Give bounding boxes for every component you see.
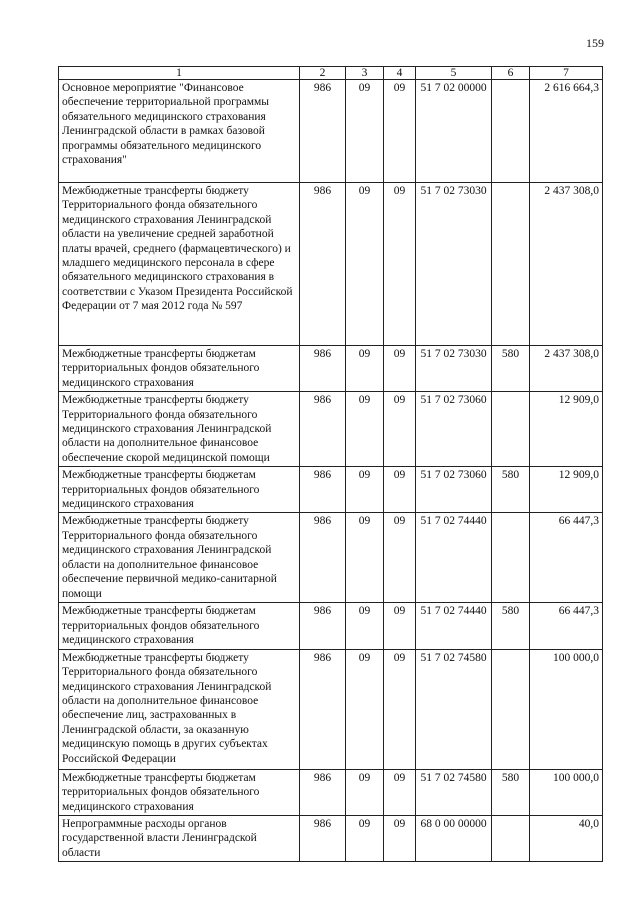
table-row [59, 649, 603, 769]
column-header-1: 1 [59, 67, 300, 80]
row-amount: 40,0 [530, 815, 603, 861]
row-ministry-code: 986 [300, 80, 346, 183]
table-row [59, 467, 603, 513]
row-ministry-code: 986 [300, 649, 346, 769]
row-target-article: 51 7 02 73030 [416, 346, 492, 392]
row-target-article: 51 7 02 73060 [416, 467, 492, 513]
table-row [59, 769, 603, 815]
row-subsection: 09 [384, 80, 416, 183]
column-number-header-row [59, 67, 603, 80]
row-ministry-code: 986 [300, 769, 346, 815]
table-row [59, 815, 603, 861]
row-target-article: 51 7 02 73060 [416, 392, 492, 467]
row-expense-type: 580 [492, 769, 530, 815]
table-row [59, 392, 603, 467]
row-target-article: 51 7 02 74440 [416, 603, 492, 649]
row-name: Межбюджетные трансферты бюджету Территориального фонда обязательного медицинского страхования Ленинградской области на дополнительное финансовое обеспечение первичной медико-санитарной помощи [59, 513, 300, 603]
row-name: Межбюджетные трансферты бюджету Территориального фонда обязательного медицинского страхования Ленинградской области на дополнительное финансовое обеспечение скорой медицинской помощи [59, 392, 300, 467]
row-expense-type [492, 815, 530, 861]
row-ministry-code: 986 [300, 183, 346, 346]
row-ministry-code: 986 [300, 815, 346, 861]
row-section: 09 [346, 815, 384, 861]
row-ministry-code: 986 [300, 467, 346, 513]
row-expense-type [492, 183, 530, 346]
table-row [59, 603, 603, 649]
row-expense-type [492, 80, 530, 183]
row-subsection: 09 [384, 815, 416, 861]
row-expense-type: 580 [492, 603, 530, 649]
column-header-2: 2 [300, 67, 346, 80]
row-section: 09 [346, 80, 384, 183]
row-name: Межбюджетные трансферты бюджетам территориальных фондов обязательного медицинского страхования [59, 603, 300, 649]
row-amount: 2 437 308,0 [530, 346, 603, 392]
row-target-article: 68 0 00 00000 [416, 815, 492, 861]
row-subsection: 09 [384, 769, 416, 815]
row-name: Межбюджетные трансферты бюджетам территориальных фондов обязательного медицинского страхования [59, 769, 300, 815]
row-subsection: 09 [384, 392, 416, 467]
row-amount: 100 000,0 [530, 649, 603, 769]
row-subsection: 09 [384, 649, 416, 769]
row-target-article: 51 7 02 74440 [416, 513, 492, 603]
row-section: 09 [346, 769, 384, 815]
row-target-article: 51 7 02 74580 [416, 649, 492, 769]
row-name: Основное мероприятие "Финансовое обеспечение территориальной программы обязательного медицинского страхования Ленинградской области в рамках базовой программы обязательного медицинского страхования" [59, 80, 300, 183]
row-section: 09 [346, 346, 384, 392]
row-amount: 66 447,3 [530, 513, 603, 603]
table-row [59, 346, 603, 392]
row-ministry-code: 986 [300, 392, 346, 467]
table-row [59, 513, 603, 603]
row-amount: 66 447,3 [530, 603, 603, 649]
row-expense-type [492, 649, 530, 769]
column-header-4: 4 [384, 67, 416, 80]
row-amount: 2 437 308,0 [530, 183, 603, 346]
row-name: Непрограммные расходы органов государственной власти Ленинградской области [59, 815, 300, 861]
row-expense-type: 580 [492, 346, 530, 392]
row-section: 09 [346, 467, 384, 513]
row-ministry-code: 986 [300, 346, 346, 392]
table-row [59, 183, 603, 346]
column-header-7: 7 [530, 67, 603, 80]
row-amount: 12 909,0 [530, 392, 603, 467]
row-subsection: 09 [384, 603, 416, 649]
row-subsection: 09 [384, 346, 416, 392]
row-target-article: 51 7 02 74580 [416, 769, 492, 815]
row-section: 09 [346, 649, 384, 769]
row-ministry-code: 986 [300, 513, 346, 603]
row-ministry-code: 986 [300, 603, 346, 649]
row-expense-type [492, 392, 530, 467]
column-header-3: 3 [346, 67, 384, 80]
row-target-article: 51 7 02 00000 [416, 80, 492, 183]
row-expense-type [492, 513, 530, 603]
row-section: 09 [346, 183, 384, 346]
budget-table [58, 66, 603, 862]
row-name: Межбюджетные трансферты бюджетам территориальных фондов обязательного медицинского страхования [59, 467, 300, 513]
row-name: Межбюджетные трансферты бюджетам территориальных фондов обязательного медицинского страхования [59, 346, 300, 392]
row-name: Межбюджетные трансферты бюджету Территориального фонда обязательного медицинского страхования Ленинградской области на дополнительное финансовое обеспечение лиц, застрахованных в Ленинградской области, за оказанную медицинскую помощь в других субъектах Российской Федерации [59, 649, 300, 769]
page-number: 159 [586, 36, 604, 50]
row-section: 09 [346, 513, 384, 603]
row-section: 09 [346, 603, 384, 649]
row-amount: 2 616 664,3 [530, 80, 603, 183]
row-name: Межбюджетные трансферты бюджету Территориального фонда обязательного медицинского страхования Ленинградской области на увеличение средней заработной платы врачей, среднего (фармацевтического) и младшего медицинского персонала в сфере обязательного медицинского страхования в соответствии с Указом Президента Российской Федерации от 7 мая 2012 года № 597 [59, 183, 300, 346]
row-section: 09 [346, 392, 384, 467]
row-target-article: 51 7 02 73030 [416, 183, 492, 346]
column-header-5: 5 [416, 67, 492, 80]
row-subsection: 09 [384, 513, 416, 603]
row-amount: 12 909,0 [530, 467, 603, 513]
row-amount: 100 000,0 [530, 769, 603, 815]
row-subsection: 09 [384, 183, 416, 346]
table-row [59, 80, 603, 183]
row-subsection: 09 [384, 467, 416, 513]
row-expense-type: 580 [492, 467, 530, 513]
column-header-6: 6 [492, 67, 530, 80]
